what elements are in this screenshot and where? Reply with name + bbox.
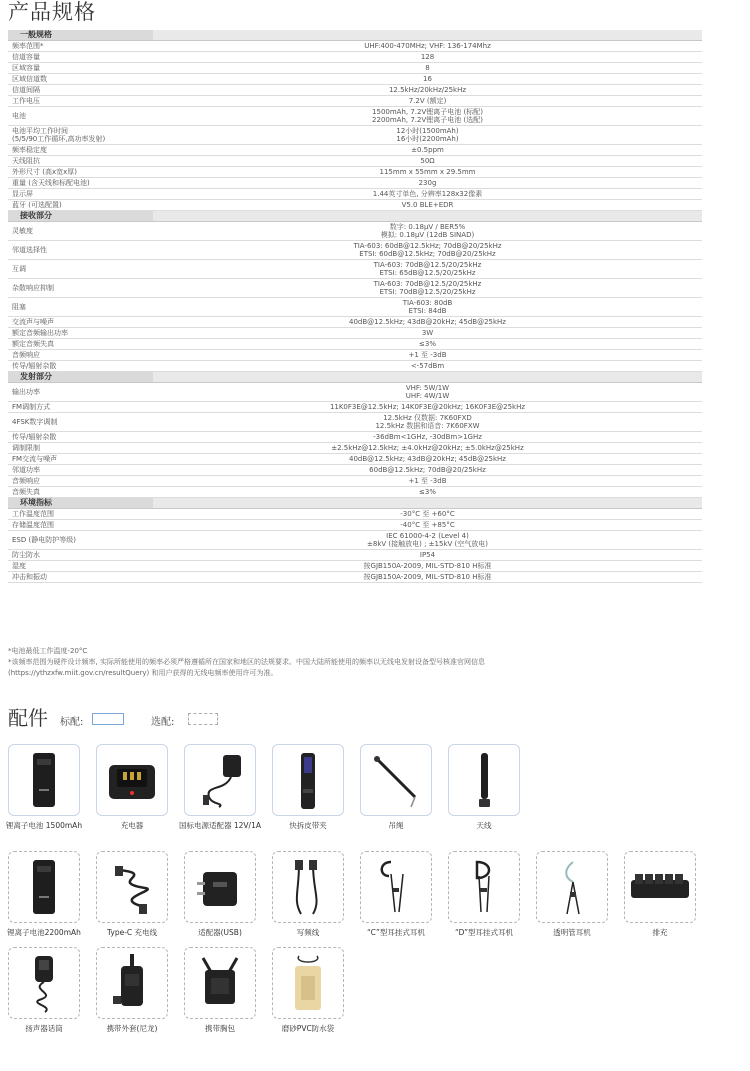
page-title: 产品规格 [8,0,96,24]
spec-key: 传导/辐射杂散 [8,432,153,443]
accessory-card [448,744,520,816]
spec-row [8,561,702,572]
spec-row [8,85,702,96]
accessory-name: 携带胸包 [205,1024,235,1033]
spec-table [8,30,702,583]
spec-key: 工作温度范围 [8,509,153,520]
accessory-card [184,744,256,816]
spec-row [8,279,702,298]
footnotes [8,646,708,679]
antenna-icon [449,745,519,815]
accessory-item [96,744,168,831]
spec-row [8,350,702,361]
accessory-card [272,947,344,1019]
spec-value: TIA-603: 70dB@12.5/20/25kHz ETSI: 70dB@12.5/20/25kHz [153,279,702,298]
spec-key: 输出功率 [8,383,153,402]
section-title: 发射部分 [8,372,153,383]
accessory-card [184,851,256,923]
optional-legend-label: 选配: [151,717,175,728]
spec-row [8,476,702,487]
spec-key: 信道间隔 [8,85,153,96]
accessory-item [96,947,168,1034]
spec-row [8,339,702,350]
accessory-name: 写频线 [296,928,320,937]
accessory-item [272,947,344,1034]
spec-value: ≤3% [153,339,702,350]
accessory-item [8,947,80,1034]
spec-row [8,454,702,465]
spec-row [8,167,702,178]
spec-row [8,41,702,52]
spec-key: 互调 [8,260,153,279]
footnote-line: *电池最低工作温度-20°C [8,647,88,655]
spec-key: 防尘防水 [8,550,153,561]
spec-value: 按GJB150A-2009, MIL-STD-810 H标准 [153,561,702,572]
spec-value: 12.5kHz 仅数据: 7K60FXD 12.5kHz 数据和语音: 7K60FXW [153,413,702,432]
spec-key: 交流声与噪声 [8,317,153,328]
spec-row [8,361,702,372]
spec-row [8,178,702,189]
spec-key: FM调制方式 [8,402,153,413]
accessory-item [448,744,520,831]
spec-value: 60dB@12.5kHz; 70dB@20/25kHz [153,465,702,476]
spec-value: 115mm x 55mm x 29.5mm [153,167,702,178]
spec-key: 蓝牙 (可选配置) [8,200,153,211]
accessory-name: 扬声器话筒 [25,1024,63,1033]
optional-legend-box [188,713,218,725]
spec-row [8,531,702,550]
usb-adapter-icon [185,852,255,922]
accessory-card [272,851,344,923]
spec-key: 显示屏 [8,189,153,200]
accessory-name: 锂离子电池2200mAh [7,928,81,937]
accessory-card [184,947,256,1019]
accessory-item [179,744,261,831]
spec-value: 230g [153,178,702,189]
accessory-name: 充电器 [120,821,144,830]
spec-value: ±2.5kHz@12.5kHz; ±4.0kHz@20kHz; ±5.0kHz@25kHz [153,443,702,454]
accessory-card [360,744,432,816]
section-title: 接收部分 [8,211,153,222]
spec-key: 阻塞 [8,298,153,317]
spec-row [8,241,702,260]
footnote-line: *该频率范围为硬件设计频率, 实际所能使用的频率必须严格遵循所在国家和地区的法规要求。中国大陆所能使用的频率以无线电发射设备型号核准官网信息 [8,658,485,666]
battery-icon [9,745,79,815]
spec-value: 7.2V (额定) [153,96,702,107]
nylon-case-icon [97,948,167,1018]
spec-value: ≤3% [153,487,702,498]
accessory-card [360,851,432,923]
tube-earpiece-icon [537,852,607,922]
spec-key: 冲击和振动 [8,572,153,583]
spec-value: 按GJB150A-2009, MIL-STD-810 H标准 [153,572,702,583]
spec-row [8,520,702,531]
spec-value: <-57dBm [153,361,702,372]
spec-key: 额定音频失真 [8,339,153,350]
belt-clip-icon [273,745,343,815]
accessory-item [5,744,83,831]
spec-value: TIA-603: 80dB ETSI: 84dB [153,298,702,317]
spec-key: 灵敏度 [8,222,153,241]
spec-key: 电池 [8,107,153,126]
spec-row [8,107,702,126]
lanyard-icon [361,745,431,815]
spec-key: 工作电压 [8,96,153,107]
spec-value: 50Ω [153,156,702,167]
accessory-card [96,851,168,923]
spec-key: 重量 (含天线和标配电池) [8,178,153,189]
spec-key: 天线阻抗 [8,156,153,167]
spec-value: TIA-603: 60dB@12.5kHz; 70dB@20/25kHz ETSI: 60dB@12.5kHz; 70dB@20/25kHz [153,241,702,260]
standard-legend-label: 标配: [60,717,84,728]
spec-key: 音频失真 [8,487,153,498]
spec-row [8,126,702,145]
spec-key: 频率范围* [8,41,153,52]
accessory-item [360,744,432,831]
spec-value: 16 [153,74,702,85]
spec-value: 12.5kHz/20kHz/25kHz [153,85,702,96]
spec-key: 外形尺寸 (高x宽x厚) [8,167,153,178]
earpiece-d-icon [449,852,519,922]
accessory-card [448,851,520,923]
spec-key: 额定音频输出功率 [8,328,153,339]
accessory-item [184,947,256,1034]
spec-row [8,572,702,583]
spec-value: -36dBm<1GHz, -30dBm>1GHz [153,432,702,443]
accessory-name: 国标电源适配器 12V/1A [179,821,261,830]
spec-key: 区域信道数 [8,74,153,85]
accessory-name: 排充 [652,928,668,937]
spec-value: 11K0F3E@12.5kHz; 14K0F3E@20kHz; 16K0F3E@25kHz [153,402,702,413]
accessory-name: “C”型耳挂式耳机 [367,928,425,937]
section-title: 环境指标 [8,498,153,509]
spec-value: 40dB@12.5kHz; 43dB@20kHz; 45dB@25kHz [153,454,702,465]
spec-value: 128 [153,52,702,63]
spec-key: 音频响应 [8,350,153,361]
spec-value: V5.0 BLE+EDR [153,200,702,211]
accessory-item [448,851,520,938]
spec-value: +1 至 -3dB [153,476,702,487]
footnote-line: (https://ythzxfw.miit.gov.cn/resultQuery) 和用户获得的无线电频率使用许可为准。 [8,669,278,677]
spec-row [8,509,702,520]
spec-key: 存储温度范围 [8,520,153,531]
accessory-name: 透明管耳机 [553,928,591,937]
section-header [8,211,702,222]
spec-row [8,317,702,328]
accessory-card [96,744,168,816]
spec-value: -40°C 至 +85°C [153,520,702,531]
accessory-name: 适配器(USB) [198,928,242,937]
section-header [8,372,702,383]
accessory-item [536,851,608,938]
accessory-item [272,851,344,938]
spec-value: 40dB@12.5kHz; 43dB@20kHz; 45dB@25kHz [153,317,702,328]
accessory-name: 快拆皮带夹 [289,821,327,830]
accessory-name: 吊绳 [388,821,404,830]
spec-key: 4FSK数字调制 [8,413,153,432]
spec-key: 频率稳定度 [8,145,153,156]
adapter-icon [185,745,255,815]
spec-row [8,145,702,156]
spec-row [8,222,702,241]
spec-value: -30°C 至 +60°C [153,509,702,520]
accessory-item [8,851,80,938]
waterproof-bag-icon [273,948,343,1018]
accessory-item [184,851,256,938]
accessory-card [624,851,696,923]
spec-key: 区域容量 [8,63,153,74]
spec-key: ESD (静电防护等级) [8,531,153,550]
spec-value: 数字: 0.18μV / BER5% 模拟: 0.18μV (12dB SINAD) [153,222,702,241]
earpiece-c-icon [361,852,431,922]
accessory-name: 天线 [476,821,492,830]
spec-row [8,96,702,107]
standard-legend-box [92,713,124,725]
spec-value: 3W [153,328,702,339]
spec-key: 邻道选择性 [8,241,153,260]
spec-row [8,156,702,167]
multi-charger-icon [625,852,695,922]
programming-cable-icon [273,852,343,922]
spec-row [8,328,702,339]
accessories-title: 配件 [8,706,48,730]
spec-value: 1500mAh, 7.2V锂离子电池 (标配) 2200mAh, 7.2V锂离子电池 (选配) [153,107,702,126]
accessory-name: Type-C 充电线 [106,928,158,937]
accessory-name: “D”型耳挂式耳机 [454,928,514,937]
spec-row [8,402,702,413]
spec-row [8,74,702,85]
charger-icon [97,745,167,815]
spec-value: IP54 [153,550,702,561]
accessory-card [96,947,168,1019]
spec-value: ±0.5ppm [153,145,702,156]
spec-value: TIA-603: 70dB@12.5/20/25kHz ETSI: 65dB@12.5/20/25kHz [153,260,702,279]
speaker-mic-icon [9,948,79,1018]
accessory-card [8,744,80,816]
usb-cable-icon [97,852,167,922]
accessory-name: 磨砂PVC防水袋 [281,1024,335,1033]
accessory-card [8,947,80,1019]
accessory-card [8,851,80,923]
accessory-item [272,744,344,831]
spec-row [8,260,702,279]
spec-row [8,465,702,476]
spec-key: 杂散响应抑制 [8,279,153,298]
accessory-item [96,851,168,938]
accessory-card [272,744,344,816]
spec-row [8,383,702,402]
spec-row [8,413,702,432]
spec-row [8,443,702,454]
spec-key: 电池平均工作时间 (5/5/90工作循环,高功率发射) [8,126,153,145]
spec-row [8,487,702,498]
section-header [8,498,702,509]
section-header [8,30,702,41]
accessory-card [536,851,608,923]
spec-row [8,298,702,317]
accessory-item [360,851,432,938]
chest-pack-icon [185,948,255,1018]
spec-value: +1 至 -3dB [153,350,702,361]
spec-key: 调制限制 [8,443,153,454]
spec-key: FM交流与噪声 [8,454,153,465]
spec-value: 12小时(1500mAh) 16小时(2200mAh) [153,126,702,145]
spec-row [8,189,702,200]
spec-value: 1.44英寸单色, 分辨率128x32像素 [153,189,702,200]
spec-row [8,550,702,561]
spec-key: 湿度 [8,561,153,572]
spec-value: UHF:400-470MHz; VHF: 136-174Mhz [153,41,702,52]
spec-key: 音频响应 [8,476,153,487]
spec-row [8,52,702,63]
battery-icon [9,852,79,922]
spec-value: IEC 61000-4-2 (Level 4) ±8kV (接触放电) ; ±15kV (空气放电) [153,531,702,550]
section-title: 一般规格 [8,30,153,41]
spec-row [8,63,702,74]
spec-row [8,200,702,211]
accessory-item [624,851,696,938]
accessory-name: 锂离子电池 1500mAh [5,821,83,830]
spec-value: 8 [153,63,702,74]
spec-key: 邻道功率 [8,465,153,476]
accessory-name: 携带外套(尼龙) [106,1024,158,1033]
spec-key: 传导/辐射杂散 [8,361,153,372]
spec-row [8,432,702,443]
spec-value: VHF: 5W/1W UHF: 4W/1W [153,383,702,402]
spec-key: 信道容量 [8,52,153,63]
